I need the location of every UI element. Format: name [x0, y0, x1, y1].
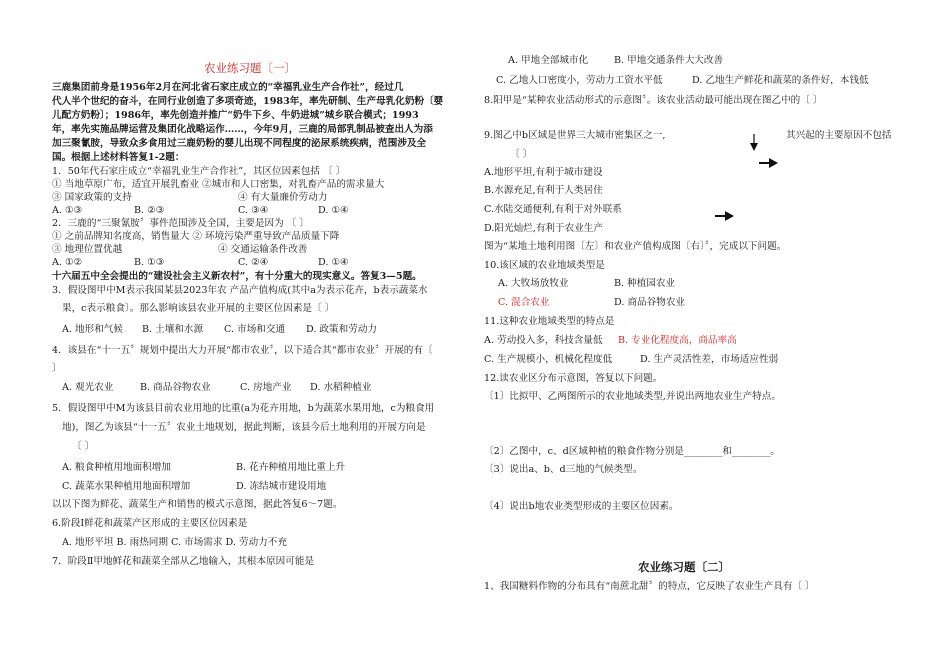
question-10-answer-b: B. 种植园农业 — [614, 278, 676, 289]
question-10-answer-a: A. 大牧场放牧业 — [498, 278, 569, 289]
question-11-answer-b: B. 专业化程度高，商品率高 — [618, 335, 737, 346]
question-4-answer-c: C. 房地产业 — [240, 382, 292, 393]
question-4-answer-a: A. 观光农业 — [62, 382, 114, 393]
question-4-line-2: 〕 — [52, 363, 62, 374]
question-7-answer-b: B. 甲地交通条件大大改善 — [614, 55, 724, 66]
question-12-part-2: 〔2〕乙图中，c、d区域种植的粮食作物分别是________和________。 — [484, 446, 780, 457]
question-3-answer-b: B. 土壤和水源 — [142, 324, 204, 335]
question-1-answer-a: A. ①③ — [52, 205, 83, 216]
question-5-line-1: 5．假设图甲中M为该县目前农业用地的比重(a为花卉用地，b为蔬菜水果用地，c为粮食用 — [52, 403, 435, 414]
question-2-options-1: ① 之前品牌知名度高，销售量大 ② 环境污染严重导致产品质量下降 — [52, 231, 340, 242]
arrow-right-icon — [715, 210, 735, 222]
question-4-answer-b: B. 商品谷物农业 — [140, 382, 211, 393]
question-6: 6.阶段Ⅰ鲜花和蔬菜产区形成的主要区位因素是 — [52, 518, 248, 529]
question-9-answer-a: A.地形平坦,有利于城市建设 — [484, 167, 603, 178]
arrow-down-icon — [748, 134, 760, 152]
intro-questions-6-7: 以以下图为鲜花、蔬菜生产和销售的模式示意图，据此答复6～7题。 — [52, 499, 343, 510]
question-2: 2．三鹿的“三聚氰胺〞事件范围涉及全国，主要是因为 〔 〕 — [52, 218, 309, 229]
question-1-options-1: ① 当地草原广布，适宜开展乳畜业 ②城市和人口密集，对乳畜产品的需求量大 — [52, 179, 385, 190]
intro-line-6: 国。根据上述材料答复1-2题： — [52, 152, 185, 163]
question-9-part-2: 其兴起的主要原因不包括 — [786, 130, 892, 141]
question-1-option-3: ③ 国家政策的支持 — [52, 192, 132, 203]
question-3-answer-d: D. 政策和劳动力 — [306, 324, 378, 335]
question-3-answer-a: A. 地形和气候 — [62, 324, 123, 335]
question-1-answer-d: D. ①④ — [318, 205, 349, 216]
page-title-2: 农业练习题〔二〕 — [638, 560, 730, 574]
question-9-paren: 〔 〕 — [510, 149, 533, 160]
question-7-answer-c: C. 乙地人口密度小，劳动力工资水平低 — [496, 75, 663, 86]
question-5-answer-c: C. 蔬菜水果种植用地面积增加 — [62, 481, 191, 492]
question-2-option-3: ③ 地理位置优越 — [52, 244, 123, 255]
question-11-answer-c: C. 生产规模小，机械化程度低 — [484, 354, 613, 365]
question-1: 1．50年代石家庄成立“幸福乳业生产合作社”，其区位因素包括 〔 〕 — [52, 166, 346, 177]
question-7-answer-a: A. 甲地全部城市化 — [508, 55, 589, 66]
question-1-option-4: ④ 有大量廉价劳动力 — [238, 192, 328, 203]
question-8: 8.阳甲是“某种农业活动形式的示意图〞。该农业活动最可能出现在图乙中的〔 〕 — [484, 95, 823, 106]
question-12-part-4: 〔4〕说出b地农业类型形成的主要区位因素。 — [484, 501, 679, 512]
question-9-answer-b: B.水源充足,有利于人类居住 — [484, 185, 603, 196]
intro-line-2: 代人半个世纪的奋斗，在同行业创造了多项奇迹，1983年，率先研制、生产母乳化奶粉〔婴 — [52, 96, 444, 107]
question-3-line-1: 3．假设图甲中M表示我国某县2023年农 产品产值构成(其中a为表示花卉，b表示蔬菜水 — [52, 285, 428, 296]
question-9-part-1: 9.图乙中b区域是世界三大城市密集区之一, — [484, 130, 666, 141]
question-4-answer-d: D. 水稻种植业 — [310, 382, 372, 393]
question-9-answer-d: D.阳光灿烂,有利于农业生产 — [484, 223, 603, 234]
intro-line-1: 三鹿集团前身是1956年2月在河北省石家庄成立的“幸福乳业生产合作社”，经过几 — [52, 82, 404, 93]
question-5-answer-d: D. 冻结城市建设用地 — [236, 481, 327, 492]
question-11: 11.这种农业地域类型的特点是 — [484, 316, 615, 327]
question-2-answer-b: B. ①③ — [134, 257, 165, 268]
question-3-answer-c: C. 市场和交通 — [224, 324, 286, 335]
question-9-answer-c: C.水陆交通便利,有利于对外联系 — [484, 204, 622, 215]
part-2-question-1: 1、我国糖料作物的分布具有“南蔗北甜〞的特点，它反映了农业生产具有〔 〕 — [484, 581, 815, 592]
question-7-answer-d: D. 乙地生产鲜花和蔬菜的条件好，本钱低 — [692, 75, 869, 86]
question-12-part-3: 〔3〕说出a、b、d三地的气候类型。 — [484, 464, 643, 475]
question-2-answer-d: D. ①④ — [318, 257, 349, 268]
question-10-answer-c: C. 混合农业 — [498, 297, 550, 308]
question-10-answer-d: D. 商品谷物农业 — [614, 297, 686, 308]
figure-caption: 图为“某地土地利用图〔左〕和农业产值构成图〔右〕〞，完成以下问题。 — [484, 241, 787, 252]
question-2-answer-c: C. ②④ — [238, 257, 269, 268]
question-6-answers: A. 地形平坦 B. 雨热同期 C. 市场需求 D. 劳动力不充 — [62, 537, 287, 548]
question-7: 7．阶段Ⅱ甲地鲜花和蔬菜全部从乙地输入，其根本原因可能是 — [52, 556, 315, 567]
question-1-answer-c: C. ③④ — [238, 205, 269, 216]
question-5-line-3: 〔 〕 — [72, 441, 95, 452]
question-12-part-1: 〔1〕比拟甲、乙两图所示的农业地域类型,并说出两地农业生产特点。 — [484, 391, 781, 402]
intro-line-5: 加三聚氰胺，导致众多食用过三鹿奶粉的婴儿出现不同程度的泌尿系统疾病，范围涉及全 — [52, 138, 427, 149]
arrow-right-icon — [759, 157, 779, 169]
question-2-answer-a: A. ①② — [52, 257, 83, 268]
question-3-line-2: 果，c表示粮食〕。那么影响该县农业开展的主要区位因素是〔 〕 — [62, 303, 335, 314]
question-11-answer-a: A. 劳动投入多，科技含量低 — [484, 335, 603, 346]
question-2-option-4: ④ 交通运输条件改善 — [218, 244, 308, 255]
page-title-1: 农业练习题〔一〕 — [204, 61, 296, 75]
question-1-answer-b: B. ②③ — [134, 205, 165, 216]
question-12: 12.读农业区分布示意图，答复以下问题。 — [484, 373, 663, 384]
intro-line-4: 年，率先实施品牌运营及集团化战略运作……，今年9月，三鹿的局部乳制品被查出人为添 — [52, 124, 433, 135]
question-5-line-2: 地)，图乙为该县“十一五〞农业土地规划，据此判断，该县今后土地利用的开展方向是 — [62, 422, 426, 433]
question-10: 10.该区域的农业地域类型是 — [484, 260, 605, 271]
question-4-line-1: 4．该县在“十一五〞规划中提出大力开展“都市农业〞，以下适合其“都市农业〞开展的有〔 — [52, 345, 433, 356]
intro-questions-3-5: 十六届五中全会提出的“建设社会主义新农村”，有十分重大的现实意义。答复3—5题。 — [52, 271, 422, 282]
question-5-answer-a: A. 粮食种植用地面积增加 — [62, 462, 171, 473]
question-5-answer-b: B. 花卉种植用地比重上升 — [236, 462, 346, 473]
question-11-answer-d: D. 生产灵活性差，市场适应性弱 — [640, 354, 779, 365]
intro-line-3: 儿配方奶粉〕；1986年，率先创造并推广“奶牛下乡、牛奶进城”城乡联合模式；1993 — [52, 110, 419, 121]
